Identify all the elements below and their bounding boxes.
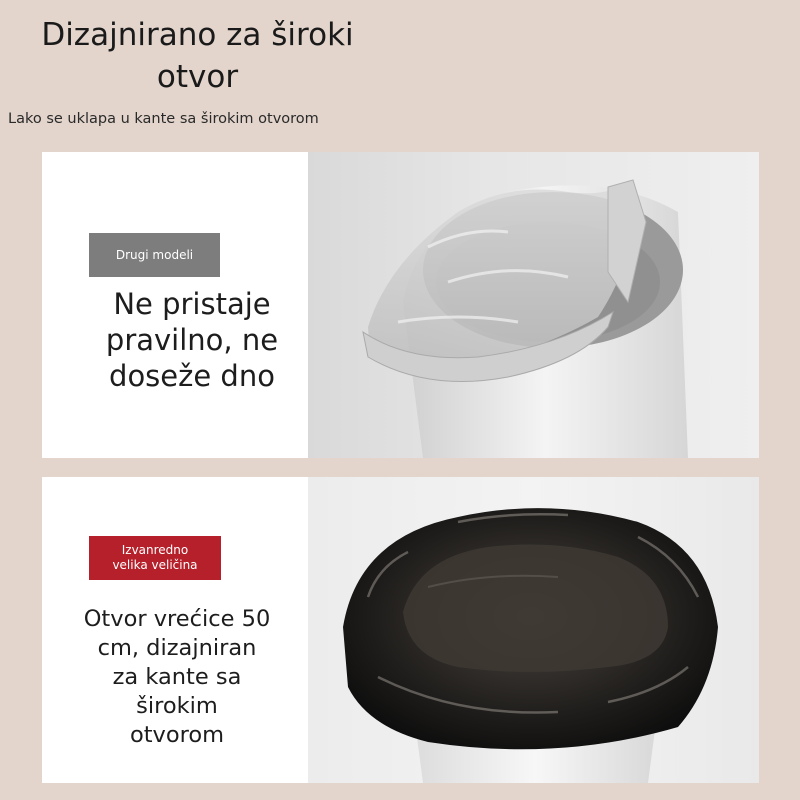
description-line: doseže dno bbox=[109, 359, 275, 393]
extra-large-badge bbox=[89, 536, 221, 580]
panel-text-area bbox=[42, 152, 308, 458]
product-photo-well-fitting-bag bbox=[308, 477, 759, 783]
comparison-panel-other-models bbox=[42, 152, 759, 458]
description-line: Otvor vrećice 50 bbox=[83, 606, 271, 632]
page-title bbox=[0, 14, 395, 98]
page-subtitle: Lako se uklapa u kante sa širokim otvorom bbox=[8, 111, 319, 127]
panel-text-area bbox=[42, 477, 308, 783]
panel-description bbox=[82, 605, 272, 750]
well-fitting-bag-illustration bbox=[308, 477, 759, 783]
product-photo-ill-fitting-bag bbox=[308, 152, 759, 458]
ill-fitting-bag-illustration bbox=[308, 152, 759, 458]
bag-interior bbox=[403, 545, 668, 672]
description-line: pravilno, ne bbox=[105, 323, 279, 357]
description-line: za kante sa bbox=[112, 664, 242, 690]
other-models-badge bbox=[89, 233, 220, 277]
description-line: cm, dizajniran bbox=[97, 635, 257, 661]
page-title-line-2: otvor bbox=[156, 59, 239, 95]
comparison-panel-extra-large bbox=[42, 477, 759, 783]
badge-label: Izvanredno bbox=[121, 543, 189, 557]
badge-label: velika veličina bbox=[112, 558, 198, 572]
description-line: širokim bbox=[136, 693, 218, 719]
panel-description bbox=[92, 286, 292, 394]
page-title-line-1: Dizajnirano za široki bbox=[41, 17, 354, 53]
description-line: otvorom bbox=[129, 722, 225, 748]
badge-label: Drugi modeli bbox=[115, 247, 194, 262]
description-line: Ne pristaje bbox=[113, 287, 271, 321]
